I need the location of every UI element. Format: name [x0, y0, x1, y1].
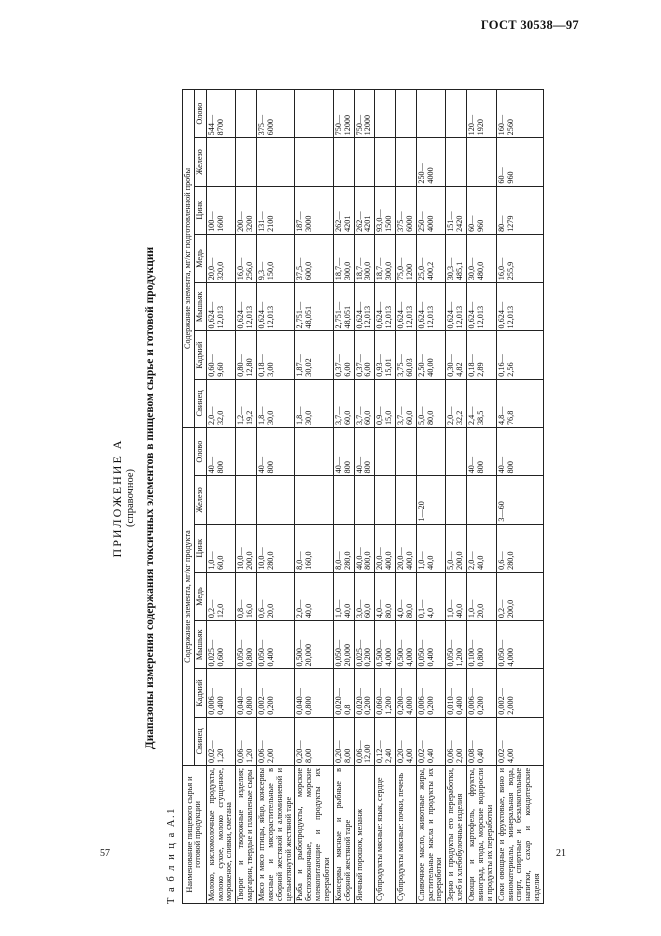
product-name: Мясо и мясо птицы, яйцо, консервы мясные и мясорастительные в сборной жестяной и алюминиевой и цельнотянутой жестяной таре [257, 766, 295, 904]
value-cell: 3,7— 60,0 [396, 379, 417, 427]
value-cell: 5,0— 200,0 [446, 524, 467, 572]
value-cell: 10,0— 200,0 [236, 524, 257, 572]
product-name: Молоко, кисломолочные продукты, молоко сухое, молоко сгущенное, мороженое, сливки, сметана [206, 766, 236, 904]
value-cell [375, 138, 396, 186]
table-row [396, 90, 417, 904]
value-cell: 93,0— 1500 [375, 186, 396, 234]
value-cell: 375— 6000 [257, 90, 295, 138]
value-cell: 20,0— 400,0 [375, 524, 396, 572]
value-cell: 0,624— 12,013 [206, 283, 236, 331]
table-row [496, 90, 543, 904]
value-cell: 0,18— 2,89 [467, 331, 497, 379]
value-cell: 80— 1279 [496, 186, 543, 234]
value-cell [416, 90, 446, 138]
value-cell: 0,020— 0,8 [333, 669, 354, 717]
value-cell: 0,37— 6,00 [354, 331, 375, 379]
value-cell: 0,624— 12,013 [375, 283, 396, 331]
value-cell: 0,02— 1,20 [206, 717, 236, 765]
value-cell: 0,025— 0,600 [206, 621, 236, 669]
value-cell: 0,025— 0,200 [354, 621, 375, 669]
value-cell: 0,93— 15,01 [375, 331, 396, 379]
value-cell: 0,040— 0,800 [295, 669, 333, 717]
value-cell: 0,30— 4,82 [446, 331, 467, 379]
table-row [206, 90, 236, 904]
value-cell: 0,18— 3,00 [257, 331, 295, 379]
table-label: Т а б л и ц а А.1 [166, 807, 177, 904]
value-cell: 0,050— 20,000 [333, 621, 354, 669]
element-header: Железо [194, 138, 206, 186]
element-header: Железо [194, 476, 206, 524]
value-cell: 0,006— 0,200 [467, 669, 497, 717]
value-cell: 2,0— 32,0 [206, 379, 236, 427]
value-cell: 0,050— 0,400 [257, 621, 295, 669]
value-cell [295, 90, 333, 138]
value-cell [446, 476, 467, 524]
product-name: Творог и творожные изделия; маргарин, твердые и плавленые сыры [236, 766, 257, 904]
table-row [295, 90, 333, 904]
value-cell: 0,20— 8,00 [295, 717, 333, 765]
value-cell: 0,100— 0,800 [467, 621, 497, 669]
value-cell: 1,0— 40,0 [446, 572, 467, 620]
value-cell: 0,200— 4,000 [396, 669, 417, 717]
value-cell: 1,87— 30,02 [295, 331, 333, 379]
value-cell: 0,010— 0,400 [446, 669, 467, 717]
value-cell: 37,5— 600,0 [295, 234, 333, 282]
value-cell: 0,20— 4,00 [396, 717, 417, 765]
value-cell: 1,0— 40,0 [416, 524, 446, 572]
appendix-title: ПРИЛОЖЕНИЕ А [110, 438, 124, 558]
value-cell: 750— 12000 [354, 90, 375, 138]
table-row [257, 90, 295, 904]
value-cell: 0,1— 4,0 [416, 572, 446, 620]
standard-header: ГОСТ 30538—97 [480, 18, 579, 32]
value-cell: 60— 960 [467, 186, 497, 234]
product-name: Соки овощные и фруктовые, вино и виноматериалы, минеральная вода, спирт, спиртные и безалкогольные напитки, сахар и кондитерские изделия [496, 766, 543, 904]
value-cell: 0,020— 0,200 [354, 669, 375, 717]
value-cell: 0,12— 2,40 [375, 717, 396, 765]
value-cell [416, 428, 446, 476]
group2-header: Содержание элемента, мг/кг подготовленной пробы [183, 90, 195, 428]
value-cell [206, 476, 236, 524]
value-cell [333, 476, 354, 524]
value-cell [396, 90, 417, 138]
product-name: Овощи и картофель, фрукты, виноград, ягоды, морские водоросли и продукты их переработки [467, 766, 497, 904]
value-cell: 0,040— 0,800 [236, 669, 257, 717]
value-cell: 9,3— 150,0 [257, 234, 295, 282]
value-cell [257, 476, 295, 524]
document-title: Диапазоны измерения содержания токсичных элементов в пищевом сырье и готовой продукции [144, 246, 156, 750]
value-cell: 18,7— 300,0 [333, 234, 354, 282]
value-cell: 120— 1920 [467, 90, 497, 138]
value-cell: 40— 800 [496, 428, 543, 476]
value-cell: 0,02— 4,00 [496, 717, 543, 765]
table-row [446, 90, 467, 904]
value-cell: 250— 4000 [416, 138, 446, 186]
value-cell: 0,80— 12,80 [236, 331, 257, 379]
value-cell: 16,0— 256,0 [236, 234, 257, 282]
value-cell: 250— 4000 [416, 186, 446, 234]
value-cell: 0,37— 6,00 [333, 331, 354, 379]
element-header: Кадмий [194, 669, 206, 717]
value-cell [446, 428, 467, 476]
value-cell: 100— 1600 [206, 186, 236, 234]
value-cell [467, 138, 497, 186]
value-cell: 0,500— 4,000 [396, 621, 417, 669]
product-name: Субпродукты мясные: почки, печень [396, 766, 417, 904]
value-cell: 30,0— 480,0 [467, 234, 497, 282]
value-cell: 0,624— 12,013 [416, 283, 446, 331]
value-cell: 0,9— 15,0 [375, 379, 396, 427]
value-cell: 0,060— 1,200 [375, 669, 396, 717]
value-cell: 0,8— 16,0 [236, 572, 257, 620]
value-cell: 0,06— 2,00 [446, 717, 467, 765]
value-cell: 0,06— 2,00 [257, 717, 295, 765]
value-cell: 160— 2560 [496, 90, 543, 138]
product-name: Яичный порошок, меланж [354, 766, 375, 904]
value-cell: 131— 2100 [257, 186, 295, 234]
value-cell: 25,0— 400,2 [416, 234, 446, 282]
value-cell: 4,8— 76,8 [496, 379, 543, 427]
value-cell: 4,0— 80,0 [396, 572, 417, 620]
value-cell: 1,2— 19,2 [236, 379, 257, 427]
value-cell: 0,06— 12,00 [354, 717, 375, 765]
appendix-subtitle: (справочное) [125, 469, 136, 527]
element-header: Олово [194, 90, 206, 138]
value-cell: 5,0— 80,0 [416, 379, 446, 427]
value-cell: 0,050— 4,000 [496, 621, 543, 669]
value-cell: 1,0— 60,0 [206, 524, 236, 572]
product-name: Рыба и рыбопродукты, морские беспозвоночные, морские млекопитающие и продукты их переработки [295, 766, 333, 904]
value-cell: 16,0— 255,9 [496, 234, 543, 282]
value-cell [295, 138, 333, 186]
value-cell: 0,6— 280,0 [496, 524, 543, 572]
value-cell: 40— 800 [257, 428, 295, 476]
data-table [182, 89, 544, 904]
value-cell: 0,002— 2,000 [496, 669, 543, 717]
value-cell: 20,0— 400,0 [396, 524, 417, 572]
value-cell: 40— 800 [467, 428, 497, 476]
product-name: Сливочное масло, животные жиры, растительные масла и продукты их переработки [416, 766, 446, 904]
value-cell [236, 90, 257, 138]
value-cell: 40— 800 [206, 428, 236, 476]
value-cell: 18,7— 300,0 [375, 234, 396, 282]
value-cell [333, 138, 354, 186]
element-header: Мышьяк [194, 621, 206, 669]
value-cell: 0,624— 12,013 [446, 283, 467, 331]
table-row [333, 90, 354, 904]
element-header: Медь [194, 572, 206, 620]
value-cell: 60— 960 [496, 138, 543, 186]
element-header: Цинк [194, 186, 206, 234]
value-cell [295, 428, 333, 476]
value-cell: 1,8— 30,0 [257, 379, 295, 427]
product-header: Наименование пищевого сырья и готовой продукции [183, 766, 207, 904]
value-cell [236, 138, 257, 186]
value-cell [396, 138, 417, 186]
value-cell: 40— 800 [354, 428, 375, 476]
page-number-top: 57 [100, 848, 110, 859]
table-row [354, 90, 375, 904]
value-cell: 1,0— 40,0 [333, 572, 354, 620]
product-name: Консервы мясные и рыбные в сборной жестяной таре [333, 766, 354, 904]
value-cell: 0,16— 2,56 [496, 331, 543, 379]
value-cell: 2,50— 40,00 [416, 331, 446, 379]
value-cell: 3,7— 60,0 [354, 379, 375, 427]
rotated-content [110, 88, 590, 908]
value-cell: 4,0— 80,0 [375, 572, 396, 620]
value-cell: 750— 12000 [333, 90, 354, 138]
element-header: Мышьяк [194, 283, 206, 331]
value-cell [375, 476, 396, 524]
table-row [375, 90, 396, 904]
value-cell: 0,624— 12,013 [257, 283, 295, 331]
value-cell [354, 138, 375, 186]
value-cell: 151— 2420 [446, 186, 467, 234]
value-cell: 2,751— 48,051 [333, 283, 354, 331]
value-cell [467, 476, 497, 524]
value-cell: 0,6— 20,0 [257, 572, 295, 620]
value-cell: 0,2— 200,0 [496, 572, 543, 620]
value-cell [446, 138, 467, 186]
element-header: Кадмий [194, 331, 206, 379]
value-cell: 0,624— 12,013 [236, 283, 257, 331]
value-cell [375, 90, 396, 138]
value-cell: 0,624— 12,013 [467, 283, 497, 331]
value-cell [206, 138, 236, 186]
value-cell: 0,624— 12,013 [354, 283, 375, 331]
value-cell: 0,2— 12,0 [206, 572, 236, 620]
value-cell: 8,0— 280,0 [333, 524, 354, 572]
value-cell [236, 476, 257, 524]
value-cell: 10,0— 280,0 [257, 524, 295, 572]
value-cell: 0,002— 0,200 [257, 669, 295, 717]
value-cell: 0,050— 1,200 [446, 621, 467, 669]
element-header: Медь [194, 234, 206, 282]
value-cell: 0,624— 12,013 [496, 283, 543, 331]
value-cell: 3,0— 60,0 [354, 572, 375, 620]
value-cell: 200— 3200 [236, 186, 257, 234]
value-cell: 3,7— 60,0 [333, 379, 354, 427]
value-cell: 0,500— 20,000 [295, 621, 333, 669]
value-cell: 2,751— 48,051 [295, 283, 333, 331]
value-cell: 1,8— 30,0 [295, 379, 333, 427]
value-cell: 544— 8700 [206, 90, 236, 138]
group1-header: Содержание элемента, мг/кг продукта [183, 428, 195, 766]
value-cell: 0,20— 8,00 [333, 717, 354, 765]
value-cell: 2,0— 32,2 [446, 379, 467, 427]
value-cell: 2,0— 40,0 [467, 524, 497, 572]
value-cell: 262— 4201 [354, 186, 375, 234]
value-cell: 40,0— 800,0 [354, 524, 375, 572]
element-header: Свинец [194, 379, 206, 427]
value-cell [257, 138, 295, 186]
value-cell: 1—20 [416, 476, 446, 524]
value-cell: 262— 4201 [333, 186, 354, 234]
element-header: Олово [194, 428, 206, 476]
value-cell: 2,4— 38,5 [467, 379, 497, 427]
value-cell: 0,60— 9,60 [206, 331, 236, 379]
value-cell: 0,050— 0,800 [236, 621, 257, 669]
value-cell: 0,500— 4,000 [375, 621, 396, 669]
value-cell: 2,0— 40,0 [295, 572, 333, 620]
value-cell: 8,0— 160,0 [295, 524, 333, 572]
product-name: Зерно и продукты его переработки, хлеб и хлебобулочные изделия [446, 766, 467, 904]
value-cell: 0,006— 0,400 [206, 669, 236, 717]
value-cell: 187— 3000 [295, 186, 333, 234]
value-cell: 0,050— 0,400 [416, 621, 446, 669]
value-cell: 375— 6000 [396, 186, 417, 234]
element-header: Цинк [194, 524, 206, 572]
value-cell: 1,0— 20,0 [467, 572, 497, 620]
value-cell [354, 476, 375, 524]
value-cell: 0,006— 0,200 [416, 669, 446, 717]
value-cell: 0,08— 0,40 [467, 717, 497, 765]
value-cell: 0,624— 12,013 [396, 283, 417, 331]
element-header: Свинец [194, 717, 206, 765]
value-cell [236, 428, 257, 476]
table-row [236, 90, 257, 904]
value-cell: 18,7— 300,0 [354, 234, 375, 282]
value-cell [396, 476, 417, 524]
page-number-bottom: 21 [556, 848, 566, 859]
value-cell: 30,3— 485,1 [446, 234, 467, 282]
table-row [467, 90, 497, 904]
value-cell [446, 90, 467, 138]
product-name: Субпродукты мясные: язык, сердце [375, 766, 396, 904]
value-cell: 40— 800 [333, 428, 354, 476]
value-cell: 75,0— 1200 [396, 234, 417, 282]
value-cell [396, 428, 417, 476]
value-cell: 3—60 [496, 476, 543, 524]
value-cell: 0,02— 0,40 [416, 717, 446, 765]
value-cell [375, 428, 396, 476]
value-cell: 0,06— 1,20 [236, 717, 257, 765]
value-cell [295, 476, 333, 524]
table-row [416, 90, 446, 904]
value-cell: 20,0— 320,0 [206, 234, 236, 282]
value-cell: 3,75— 60,03 [396, 331, 417, 379]
